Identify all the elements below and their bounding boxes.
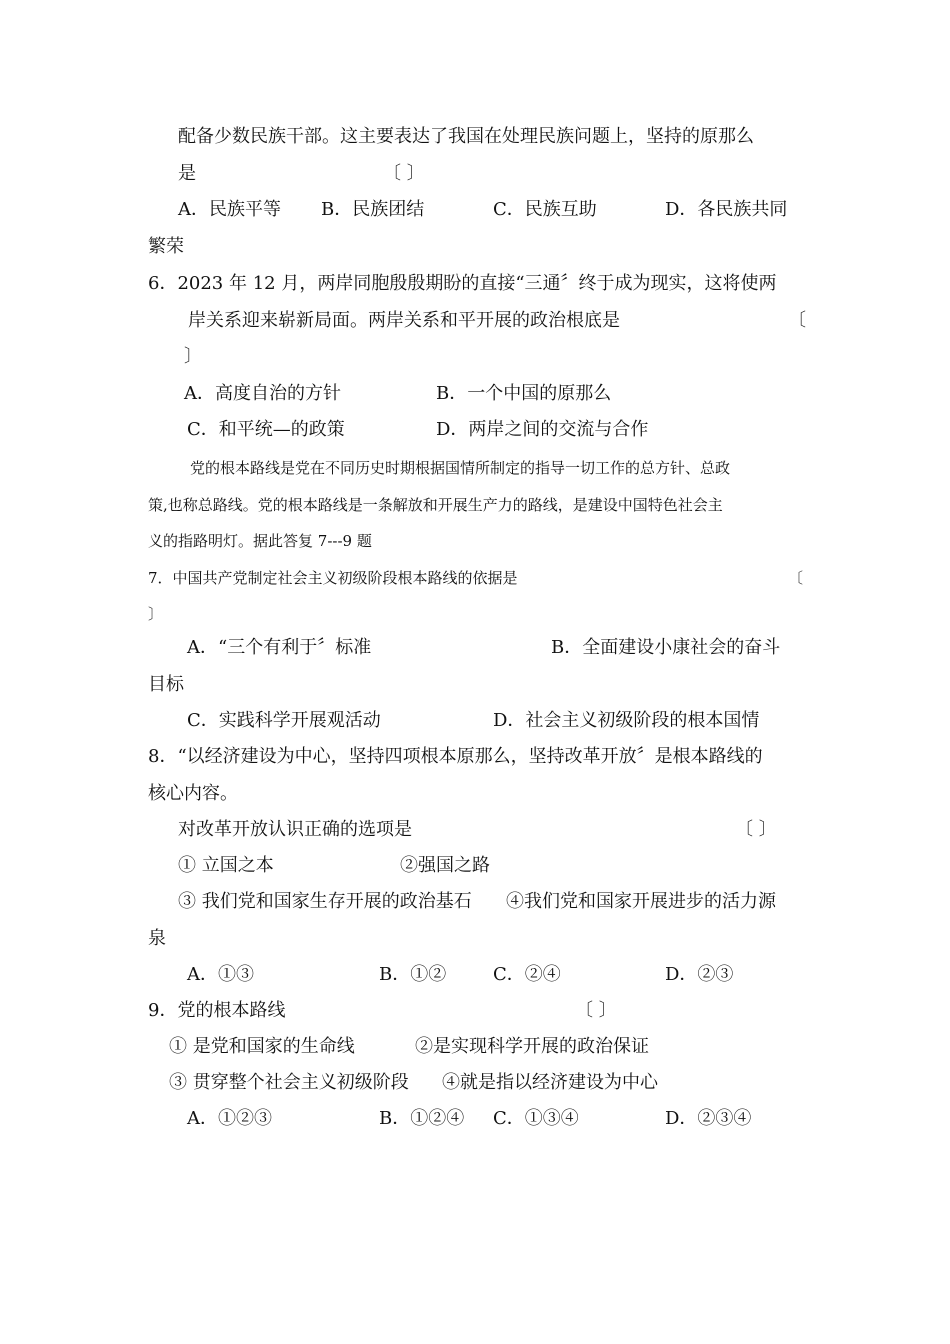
q9-item-2: ②是实现科学开展的政治保证 [415,1036,649,1057]
q8-option-d: D．②③ [665,964,734,985]
q7-stem: 7．中国共产党制定社会主义初级阶段根本路线的依据是 [148,569,518,587]
q5-option-a: A．民族平等 [178,199,281,220]
q5-stem-line2: 是 [178,163,196,184]
q9-option-d: D．②③④ [665,1108,752,1129]
q7-paren-open: 〔 [788,569,804,587]
q7-option-a: A．“三个有利于〞标准 [187,637,372,658]
q6-option-b: B．一个中国的原那么 [436,383,612,404]
q8-question: 对改革开放认识正确的选项是 [178,819,412,840]
q8-option-c: C．②④ [493,964,561,985]
q9-item-3: ③ 贯穿整个社会主义初级阶段 [169,1072,409,1093]
q9-item-1: ① 是党和国家的生命线 [169,1036,355,1057]
q9-option-c: C．①③④ [493,1108,579,1129]
q9-option-a: A．①②③ [187,1108,272,1129]
q9-option-b: B．①②④ [379,1108,465,1129]
q5-option-d-cont: 繁荣 [148,236,184,257]
q5-option-b: B．民族团结 [321,199,425,220]
passage-line2: 策,也称总路线。党的根本路线是一条解放和开展生产力的路线，是建设中国特色社会主 [148,496,723,514]
q8-item-2: ②强国之路 [400,855,490,876]
q8-stem-line2: 核心内容。 [148,783,238,804]
q8-item-4: ④我们党和国家开展进步的活力源 [506,891,776,912]
q8-option-a: A．①③ [187,964,254,985]
q8-answer-paren: 〔 〕 [735,819,777,840]
q7-option-d: D．社会主义初级阶段的根本国情 [493,710,760,731]
q7-paren-close: 〕 [148,605,164,623]
q9-stem: 9．党的根本路线 [148,1000,286,1021]
q6-option-d: D．两岸之间的交流与合作 [436,419,649,440]
q5-stem-line1: 配备少数民族干部。这主要表达了我国在处理民族问题上，坚持的原那么 [178,126,754,147]
q6-stem-line1: 6．2023 年 12 月，两岸同胞殷殷期盼的直接“三通〞终于成为现实，这将使两 [148,273,777,294]
q8-item-4-cont: 泉 [148,928,166,949]
q9-answer-paren: 〔 〕 [575,1000,617,1021]
q5-option-c: C．民族互助 [493,199,597,220]
q7-option-c: C．实践科学开展观活动 [187,710,381,731]
q7-option-b: B．全面建设小康社会的奋斗 [551,637,781,658]
q5-answer-paren: 〔 〕 [383,163,425,184]
passage-line1: 党的根本路线是党在不同历史时期根据国情所制定的指导一切工作的总方针、总政 [190,459,731,477]
q5-option-d: D．各民族共同 [665,199,788,220]
q6-stem-line2: 岸关系迎来崭新局面。两岸关系和平开展的政治根底是 [188,310,620,331]
q7-option-b-cont: 目标 [148,674,184,695]
q8-item-3: ③ 我们党和国家生存开展的政治基石 [178,891,472,912]
q8-item-1: ① 立国之本 [178,855,274,876]
q6-option-c: C．和平统—的政策 [187,419,345,440]
q6-paren-open: 〔 [788,310,806,331]
passage-line3: 义的指路明灯。据此答复 7---9 题 [148,532,372,550]
q6-option-a: A．高度自治的方针 [184,383,341,404]
q9-item-4: ④就是指以经济建设为中心 [442,1072,658,1093]
q6-paren-close: 〕 [184,346,202,367]
q8-stem-line1: 8．“以经济建设为中心，坚持四项根本原那么，坚持改革开放〞是根本路线的 [148,746,763,767]
q8-option-b: B．①② [379,964,447,985]
